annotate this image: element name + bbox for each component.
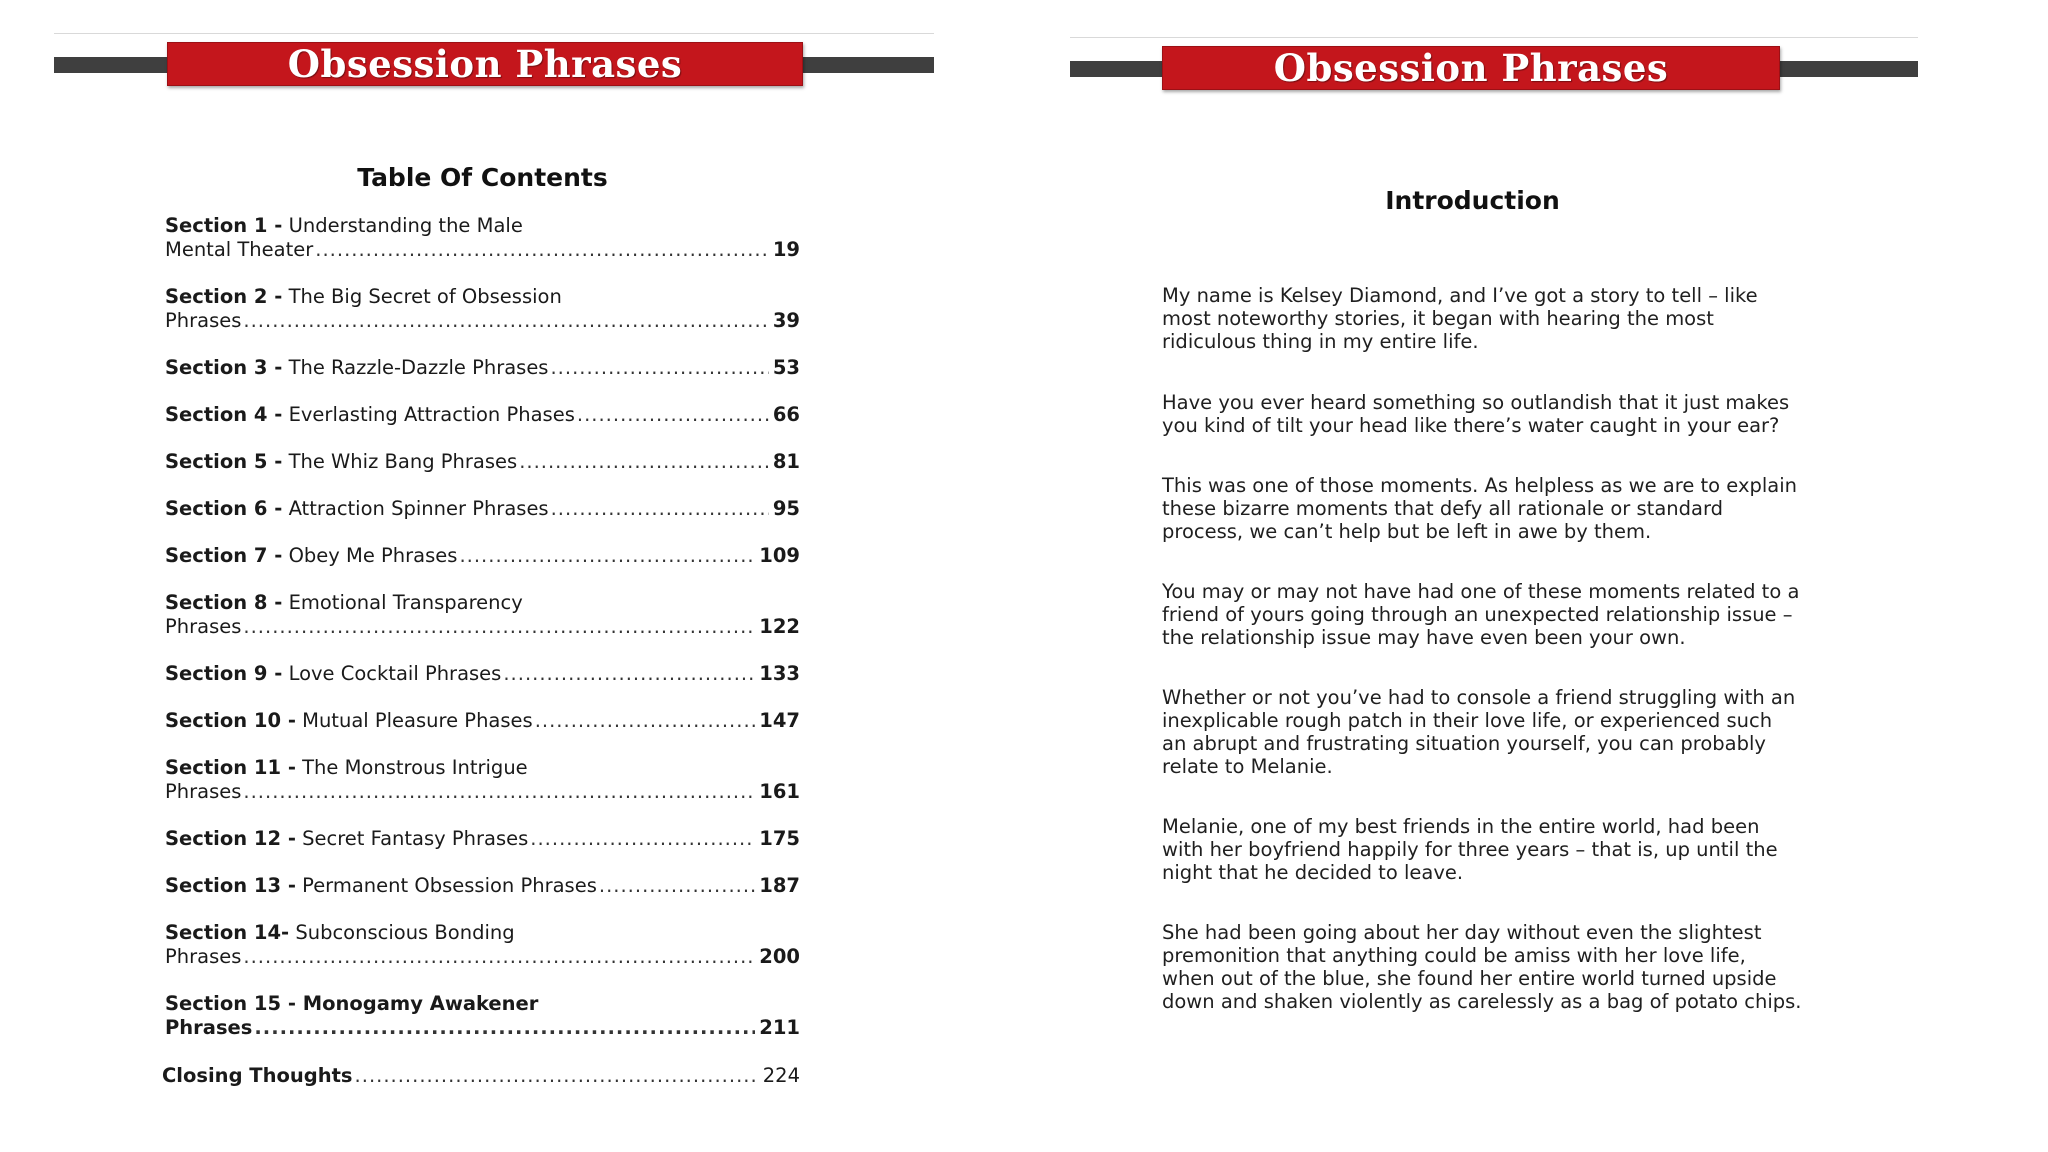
intro-paragraph-7: She had been going about her day without even the slightest premonition that anything could be amiss with her love life, when out of the blue, she found her entire world turned upside down and shaken violently as carelessly as a bag of potato chips. <box>1162 921 1802 1013</box>
toc-section-title-cont: Mental Theater <box>165 237 314 261</box>
toc-section-number: Section 5 - <box>165 450 283 473</box>
dot-leader <box>243 615 755 639</box>
toc-section-number: Section 2 - <box>165 285 283 308</box>
toc-entry-section-3[interactable] <box>165 356 800 380</box>
intro-paragraph-3: This was one of those moments. As helpless as we are to explain these bizarre moments that defy all rationale or standard process, we can’t help but be left in awe by them. <box>1162 474 1798 543</box>
dot-leader <box>503 662 755 686</box>
toc-section-title: Permanent Obsession Phrases <box>302 874 597 897</box>
header-rule <box>54 33 934 34</box>
dot-leader <box>254 1016 755 1040</box>
toc-section-number: Section 6 - <box>165 497 283 520</box>
toc-entry-section-5[interactable] <box>165 450 800 474</box>
toc-entry-section-12[interactable] <box>165 827 800 851</box>
toc-section-title: Mutual Pleasure Phases <box>302 709 533 732</box>
header-rule <box>1070 37 1918 38</box>
toc-section-number: Section 15 - Monogamy Awakener <box>165 992 539 1015</box>
dot-leader <box>530 827 755 851</box>
dot-leader <box>535 709 756 733</box>
toc-entry-section-10[interactable] <box>165 709 800 733</box>
dot-leader <box>599 874 755 898</box>
toc-section-title: Emotional Transparency <box>288 591 523 614</box>
toc-entry-section-4[interactable] <box>165 403 800 427</box>
right-header-banner <box>1070 37 1918 97</box>
intro-paragraph-2: Have you ever heard something so outlandish that it just makes you kind of tilt your head like there’s water caught in your ear? <box>1162 391 1790 437</box>
toc-section-title: Understanding the Male <box>288 214 523 237</box>
toc-section-number: Section 1 - <box>165 214 283 237</box>
toc-entry-section-11[interactable] <box>165 756 800 803</box>
intro-paragraph-5: Whether or not you’ve had to console a friend struggling with an inexplicable rough patch in their love life, or experienced such an abrupt and frustrating situation yourself, you can probably relate to Melanie. <box>1162 686 1796 778</box>
dot-leader <box>551 497 769 521</box>
toc-entry-section-13[interactable] <box>165 874 800 898</box>
toc-section-title-cont: Phrases <box>165 944 242 968</box>
toc-section-number: Section 4 - <box>165 403 283 426</box>
toc-page-number: 66 <box>772 403 800 426</box>
toc-page-number: 95 <box>772 497 800 520</box>
toc-page-number: 175 <box>759 827 800 850</box>
banner-title: Obsession Phrases <box>287 42 683 86</box>
toc-entry-section-8[interactable] <box>165 591 800 638</box>
dot-leader <box>550 356 768 380</box>
toc-page-number: 122 <box>759 614 800 638</box>
toc-section-title: The Whiz Bang Phrases <box>288 450 518 473</box>
toc-section-title: Love Cocktail Phrases <box>288 662 502 685</box>
toc-page-number: 109 <box>759 544 800 567</box>
toc-page-number: 224 <box>762 1064 800 1087</box>
toc-section-title-cont: Phrases <box>165 614 242 638</box>
toc-section-title: The Monstrous Intrigue <box>302 756 528 779</box>
toc-section-title: Secret Fantasy Phrases <box>302 827 529 850</box>
toc-section-number: Section 7 - <box>165 544 283 567</box>
dot-leader <box>519 450 769 474</box>
banner-box <box>167 42 803 86</box>
toc-entry-closing-thoughts[interactable] <box>162 1064 800 1088</box>
toc-page-number: 53 <box>772 356 800 379</box>
toc-section-number: Section 12 - <box>165 827 296 850</box>
right-page <box>1070 0 2030 1152</box>
toc-section-number: Section 11 - <box>165 756 296 779</box>
toc-section-title-cont: Phrases <box>165 779 242 803</box>
toc-page-number: 187 <box>759 874 800 897</box>
toc-section-title: Obey Me Phrases <box>288 544 458 567</box>
left-page <box>0 0 960 1152</box>
toc-entry-section-9[interactable] <box>165 662 800 686</box>
toc-page-number: 211 <box>759 1015 800 1039</box>
toc-section-number: Section 14- <box>165 921 290 944</box>
left-header-banner <box>54 33 934 93</box>
toc-section-title-cont: Phrases <box>165 308 242 332</box>
dot-leader <box>577 403 769 427</box>
toc-section-number: Section 9 - <box>165 662 283 685</box>
intro-paragraph-4: You may or may not have had one of these moments related to a friend of yours going through an unexpected relationship issue – the relationship issue may have even been your own. <box>1162 580 1800 649</box>
toc-entry-section-14[interactable] <box>165 921 800 968</box>
toc-page-number: 161 <box>759 779 800 803</box>
toc-closing-label: Closing Thoughts <box>162 1064 353 1087</box>
toc-page-number: 133 <box>759 662 800 685</box>
banner-title: Obsession Phrases <box>1273 46 1669 90</box>
toc-entry-section-6[interactable] <box>165 497 800 521</box>
dot-leader <box>243 309 768 333</box>
toc-section-title: The Big Secret of Obsession <box>288 285 562 308</box>
toc-page-number: 19 <box>772 237 800 261</box>
dot-leader <box>315 238 769 262</box>
toc-entry-section-7[interactable] <box>165 544 800 568</box>
toc-page-number: 147 <box>759 709 800 732</box>
toc-page-number: 81 <box>772 450 800 473</box>
banner-box <box>1162 46 1780 90</box>
intro-heading: Introduction <box>1385 186 1560 215</box>
dot-leader <box>243 945 755 969</box>
dot-leader <box>355 1064 759 1088</box>
toc-section-title-cont: Phrases <box>165 1015 253 1039</box>
toc-section-title: Attraction Spinner Phrases <box>288 497 549 520</box>
dot-leader <box>459 544 755 568</box>
dot-leader <box>243 780 755 804</box>
toc-entry-section-15[interactable] <box>165 992 800 1039</box>
toc-section-title: The Razzle-Dazzle Phrases <box>288 356 549 379</box>
toc-page-number: 200 <box>759 944 800 968</box>
toc-section-title: Everlasting Attraction Phases <box>288 403 575 426</box>
toc-section-number: Section 10 - <box>165 709 296 732</box>
toc-title: Table Of Contents <box>357 163 608 192</box>
toc-entry-section-1[interactable] <box>165 214 800 261</box>
toc-section-number: Section 8 - <box>165 591 283 614</box>
intro-paragraph-6: Melanie, one of my best friends in the entire world, had been with her boyfriend happily for three years – that is, up until the night that he decided to leave. <box>1162 815 1778 884</box>
intro-paragraph-1: My name is Kelsey Diamond, and I’ve got a story to tell – like most noteworthy stories, it began with hearing the most ridiculous thing in my entire life. <box>1162 284 1758 353</box>
toc-entry-section-2[interactable] <box>165 285 800 332</box>
toc-section-number: Section 13 - <box>165 874 296 897</box>
toc-page-number: 39 <box>772 308 800 332</box>
toc-section-number: Section 3 - <box>165 356 283 379</box>
toc-section-title: Subconscious Bonding <box>295 921 515 944</box>
